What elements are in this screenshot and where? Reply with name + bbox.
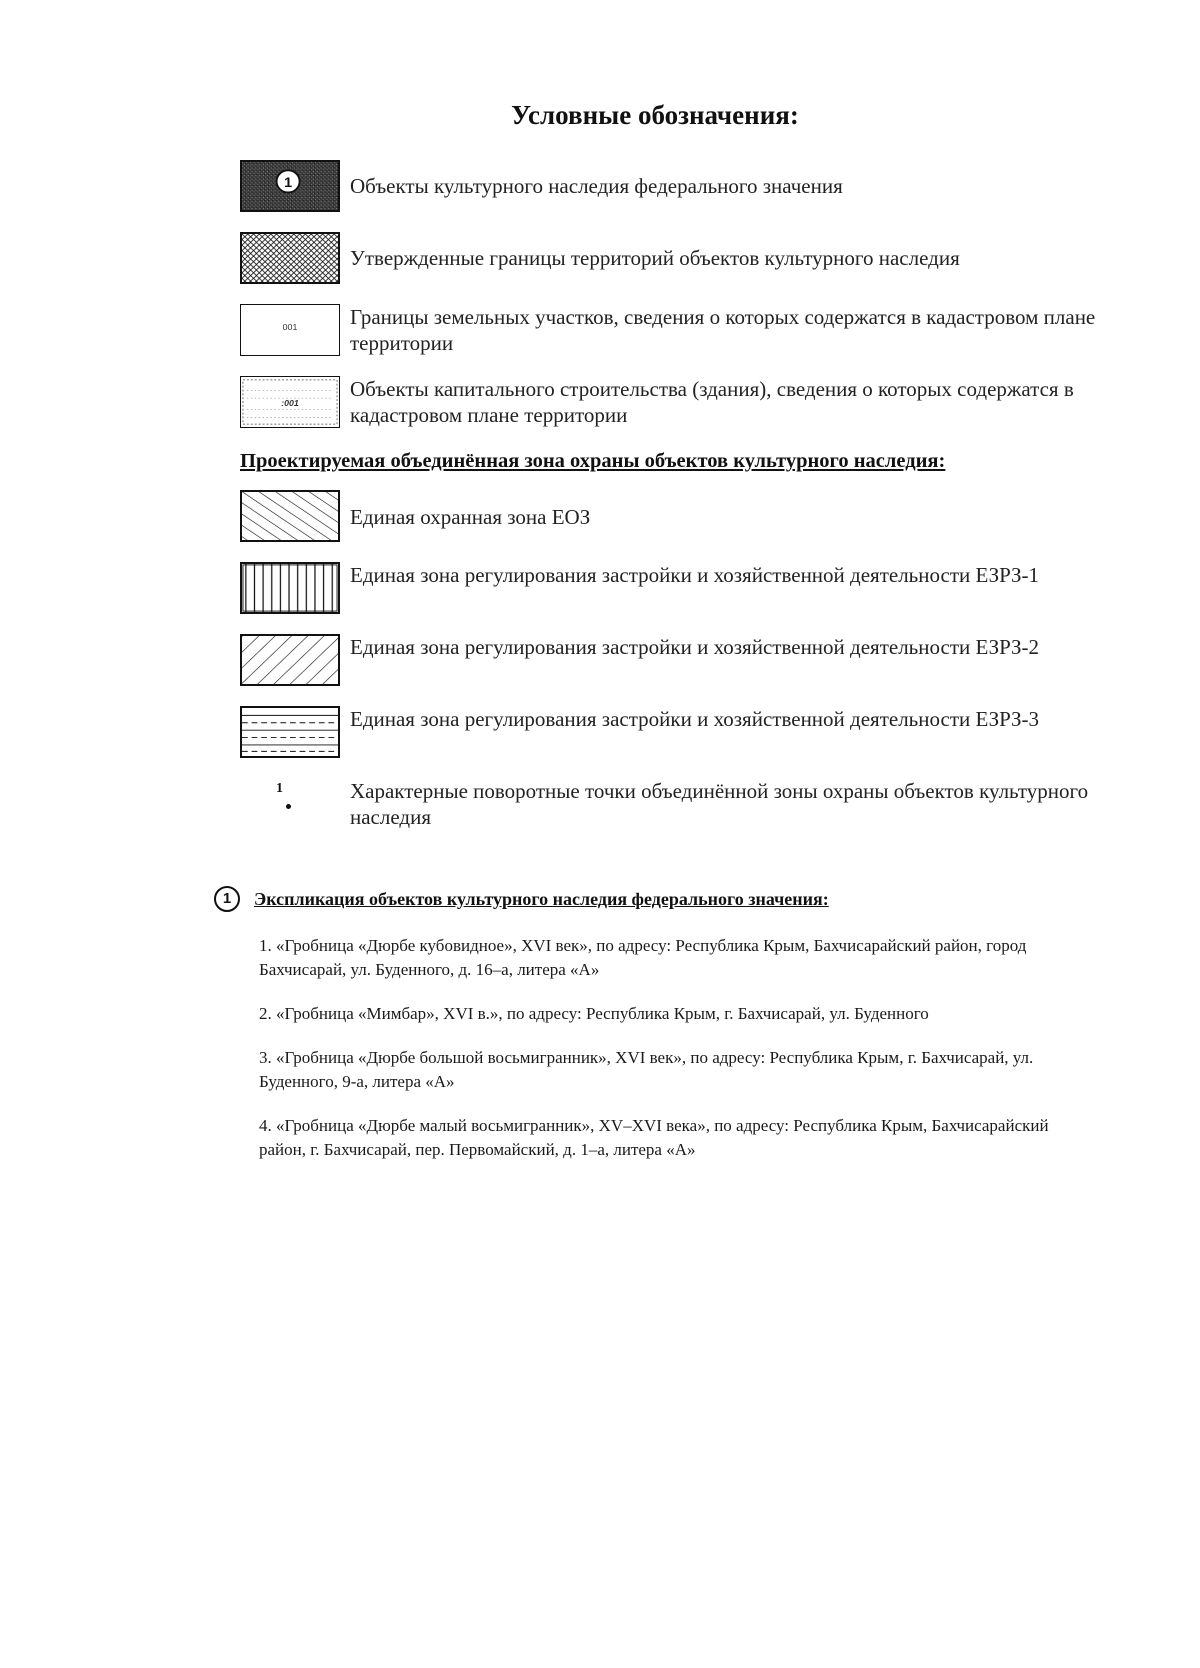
turning-point-marker	[272, 782, 302, 822]
legend-label: Объекты капитального строительства (здания), сведения о которых содержатся в кадастровом плане территории	[350, 377, 1074, 427]
explication-entry: 2. «Гробница «Мимбар», XVI в.», по адресу: Республика Крым, г. Бахчисарай, ул. Буденного	[259, 1004, 929, 1023]
point-number: 1	[276, 781, 283, 796]
point-dot-icon	[286, 804, 291, 809]
legend-label: Единая зона регулирования застройки и хозяйственной деятельности ЕЗРЗ-3	[350, 707, 1040, 731]
explication-title: Экспликация объектов культурного наследия федерального значения:	[254, 889, 829, 909]
legend-item-ezrz-1	[240, 562, 1120, 618]
legend-item-ezrz-3	[240, 706, 1120, 762]
explication-entry: 4. «Гробница «Дюрбе малый восьмигранник», XV–XVI века», по адресу: Республика Крым, Бахчисарайский район, г. Бахчисарай, пер. Первомайский, д. 1–а, литера «А»	[259, 1116, 1049, 1159]
crosshatch-swatch	[240, 232, 340, 284]
turning-points-label: Характерные поворотные точки объединённой зоны охраны объектов культурного наследия	[350, 779, 1089, 829]
legend-label: Границы земельных участков, сведения о которых содержатся в кадастровом плане территории	[350, 305, 1096, 355]
horizontal-dash-swatch	[240, 706, 340, 758]
legend-item-land-plots	[240, 304, 1120, 360]
zone-heading: Проектируемая объединённая зона охраны объектов культурного наследия:	[240, 450, 946, 472]
explication-entry: 1. «Гробница «Дюрбе кубовидное», XVI век», по адресу: Республика Крым, Бахчисарайский район, город Бахчисарай, ул. Буденного, д. 16–а, литера «А»	[259, 936, 1027, 979]
federal-heritage-swatch	[240, 160, 340, 212]
legend-label: Единая охранная зона ЕОЗ	[350, 505, 591, 529]
explication-badge: 1	[214, 886, 240, 912]
legend-label: Единая зона регулирования застройки и хозяйственной деятельности ЕЗРЗ-2	[350, 635, 1040, 659]
land-plot-swatch	[240, 304, 340, 356]
legend-item-federal-heritage	[240, 160, 1120, 216]
backslash-hatch-swatch	[240, 634, 340, 686]
page-title: Условные обозначения:	[511, 100, 799, 130]
legend-item-buildings	[240, 376, 1120, 432]
legend-label: Единая зона регулирования застройки и хозяйственной деятельности ЕЗРЗ-1	[350, 563, 1040, 587]
legend-item-ezrz-2	[240, 634, 1120, 690]
building-code: :001	[281, 397, 299, 408]
legend-label: Объекты культурного наследия федерального значения	[350, 174, 843, 198]
building-swatch	[240, 376, 340, 428]
diagonal-hatch-swatch	[240, 490, 340, 542]
legend-item-approved-boundaries	[240, 232, 1120, 288]
land-plot-code: 001	[282, 322, 298, 332]
vertical-hatch-swatch	[240, 562, 340, 614]
legend-label: Утвержденные границы территорий объектов культурного наследия	[350, 246, 960, 270]
legend-item-eoz	[240, 490, 1120, 546]
explication-heading	[214, 886, 1114, 918]
legend-badge: 1	[284, 174, 293, 190]
explication-entry: 3. «Гробница «Дюрбе большой восьмигранник», XVI век», по адресу: Республика Крым, г. Бахчисарай, ул. Буденного, 9-а, литера «А»	[259, 1048, 1034, 1091]
